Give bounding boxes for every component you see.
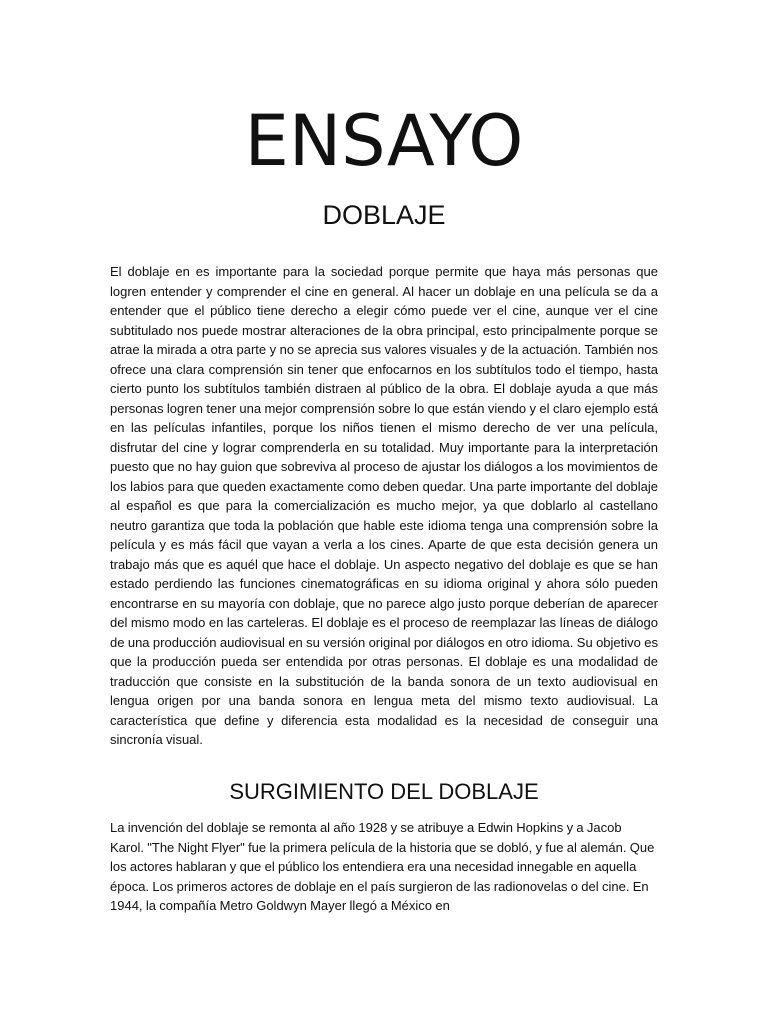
body-paragraph: El doblaje en es importante para la sociedad porque permite que haya más personas que logren entender y comprender el cine en general. Al hacer un doblaje en una película se da a entender que el público tiene derecho a elegir cómo puede ver el cine, aunque ver el cine subtitulado nos puede mostrar alteraciones de la obra principal, esto principalmente porque se atrae la mirada a otra parte y no se aprecia sus valores visuales y de la actuación. También nos ofrece una clara comprensión sin tener que enfocarnos en los subtítulos todo el tiempo, hasta cierto punto los subtítulos también distraen al público de la obra. El doblaje ayuda a que más personas logren tener una mejor comprensión sobre lo que están viendo y el claro ejemplo está en las películas infantiles, porque los niños tienen el mismo derecho de ver una película, disfrutar del cine y lograr comprenderla en su totalidad. Muy importante para la interpretación puesto que no hay guion que sobreviva al proceso de ajustar los diálogos a los movimientos de los labios para que queden exactamente como deben quedar. Una parte importante del doblaje al español es que para la comercialización es mucho mejor, ya que doblarlo al castellano neutro garantiza que toda la población que hable este idioma tenga una comprensión sobre la película y es más fácil que vayan a verla a los cines. Aparte de que esta decisión genera un trabajo más que es aquél que hace el doblaje. Un aspecto negativo del doblaje es que se han estado perdiendo las funciones cinematográficas en su idioma original y ahora sólo pueden encontrarse en su mayoría con doblaje, que no parece algo justo porque deberían de aparecer del mismo modo en las carteleras. El doblaje es el proceso de reemplazar las líneas de diálogo de una producción audiovisual en su versión original por diálogos en otro idioma. Su objetivo es que la producción pueda ser entendida por otras personas. El doblaje es una modalidad de traducción que consiste en la substitución de la banda sonora de un texto audiovisual en lengua origen por una banda sonora en lengua meta del mismo texto audiovisual. La característica que define y diferencia esta modalidad es la necesidad de conseguir una sincronía visual. — [110, 264, 658, 747]
section-heading: SURGIMIENTO DEL DOBLAJE — [229, 779, 539, 804]
document-subtitle: DOBLAJE — [322, 200, 446, 230]
body-paragraph: La invención del doblaje se remonta al año 1928 y se atribuye a Edwin Hopkins y a Jacob Karol. "The Night Flyer" fue la primera película de la historia que se dobló, y fue al alemán. Que los actores hablaran y que el público los entendiera era una necesidad innegable en aquella época. Los primeros actores de doblaje en el país surgieron de las radionovelas o del cine. En 1944, la compañía Metro Goldwyn Mayer llegó a México en — [110, 820, 655, 913]
document-title: ENSAYO — [244, 100, 524, 182]
